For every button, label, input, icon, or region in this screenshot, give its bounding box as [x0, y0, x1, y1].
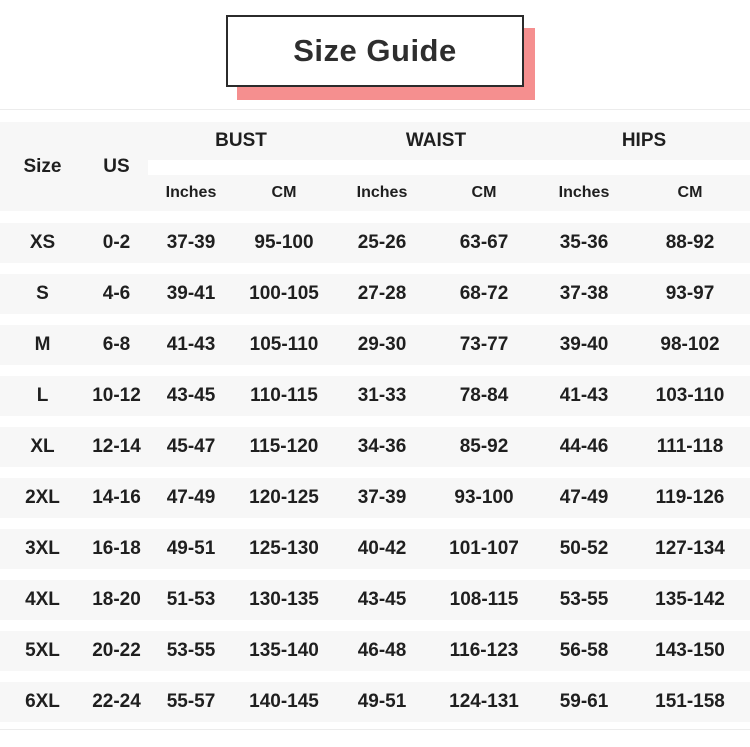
cell-hips-inches: 37-38: [559, 283, 609, 304]
table-row-4xl: [0, 580, 750, 620]
cell-waist-cm: 63-67: [459, 232, 509, 253]
cell-waist-cm: 78-84: [459, 385, 509, 406]
bottom-divider: [0, 729, 750, 730]
table-row-2xl: [0, 478, 750, 518]
cell-hips-inches: 35-36: [559, 232, 609, 253]
cell-waist-cm: 85-92: [459, 436, 509, 457]
size-guide-page: [0, 15, 750, 747]
cell-waist-cm: 68-72: [459, 283, 509, 304]
cell-bust-cm: 100-105: [249, 283, 319, 304]
cell-waist-inches: 46-48: [357, 640, 407, 661]
page-title: Size Guide: [293, 33, 457, 68]
cell-bust-cm: 120-125: [249, 487, 319, 508]
cell-waist-inches: 31-33: [357, 385, 407, 406]
cell-bust-inches: 45-47: [166, 436, 216, 457]
cell-bust-inches: 55-57: [166, 691, 216, 712]
cell-bust-inches: 37-39: [166, 232, 216, 253]
table-body: [0, 223, 750, 722]
cell-bust-cm: 135-140: [249, 640, 319, 661]
cell-hips-inches: 59-61: [559, 691, 609, 712]
table-row-6xl: [0, 682, 750, 722]
table-row-xs: [0, 223, 750, 263]
cell-hips-cm: 88-92: [665, 232, 715, 253]
cell-bust-inches: 47-49: [166, 487, 216, 508]
group-header-waist: WAIST: [405, 130, 467, 151]
subheader-hips-cm: CM: [677, 184, 703, 201]
cell-waist-cm: 124-131: [449, 691, 519, 712]
cell-waist-inches: 37-39: [357, 487, 407, 508]
title-card: [226, 15, 524, 87]
cell-waist-cm: 93-100: [454, 487, 514, 508]
group-header-hips: HIPS: [621, 130, 667, 151]
cell-hips-inches: 44-46: [559, 436, 609, 457]
cell-bust-cm: 140-145: [249, 691, 319, 712]
cell-hips-inches: 50-52: [559, 538, 609, 559]
header-divider-strip: [148, 160, 750, 175]
subheader-bust-inches: Inches: [165, 184, 217, 201]
row-size-label: M: [34, 334, 51, 355]
cell-bust-cm: 125-130: [249, 538, 319, 559]
col-header-size: Size: [23, 155, 62, 177]
cell-us: 6-8: [102, 334, 131, 355]
cell-us: 20-22: [92, 640, 141, 661]
cell-waist-inches: 34-36: [357, 436, 407, 457]
cell-hips-inches: 56-58: [559, 640, 609, 661]
cell-bust-inches: 43-45: [166, 385, 216, 406]
cell-waist-inches: 43-45: [357, 589, 407, 610]
cell-bust-cm: 95-100: [254, 232, 314, 253]
cell-waist-inches: 29-30: [357, 334, 407, 355]
cell-waist-inches: 49-51: [357, 691, 407, 712]
cell-us: 12-14: [92, 436, 141, 457]
cell-hips-cm: 135-142: [655, 589, 725, 610]
cell-hips-cm: 93-97: [665, 283, 715, 304]
cell-hips-cm: 103-110: [655, 385, 725, 406]
cell-hips-inches: 39-40: [559, 334, 609, 355]
row-size-label: XL: [30, 436, 55, 457]
row-size-label: 5XL: [25, 640, 60, 661]
cell-us: 14-16: [92, 487, 141, 508]
cell-bust-inches: 41-43: [166, 334, 216, 355]
table-header: [0, 122, 750, 211]
cell-hips-cm: 127-134: [655, 538, 725, 559]
cell-waist-cm: 108-115: [449, 589, 519, 610]
table-row-3xl: [0, 529, 750, 569]
cell-hips-inches: 47-49: [559, 487, 609, 508]
cell-us: 22-24: [92, 691, 141, 712]
cell-hips-cm: 98-102: [660, 334, 720, 355]
subheader-waist-cm: CM: [471, 184, 497, 201]
row-size-label: L: [36, 385, 49, 406]
row-size-label: 3XL: [25, 538, 60, 559]
cell-hips-cm: 143-150: [655, 640, 725, 661]
subheader-hips-inches: Inches: [558, 184, 610, 201]
cell-hips-cm: 111-118: [656, 436, 724, 457]
cell-us: 4-6: [102, 283, 131, 304]
row-size-label: XS: [29, 232, 56, 253]
cell-bust-inches: 49-51: [166, 538, 216, 559]
cell-waist-cm: 101-107: [449, 538, 519, 559]
cell-bust-inches: 53-55: [166, 640, 216, 661]
top-divider: [0, 109, 750, 110]
subheader-waist-inches: Inches: [356, 184, 408, 201]
cell-waist-cm: 73-77: [459, 334, 509, 355]
row-size-label: S: [36, 283, 49, 304]
cell-us: 18-20: [92, 589, 141, 610]
title-box: [226, 15, 524, 87]
cell-us: 10-12: [92, 385, 141, 406]
table-row-m: [0, 325, 750, 365]
row-size-label: 6XL: [25, 691, 60, 712]
row-size-label: 2XL: [25, 487, 60, 508]
cell-hips-inches: 53-55: [559, 589, 609, 610]
cell-waist-inches: 27-28: [357, 283, 407, 304]
cell-bust-inches: 39-41: [166, 283, 216, 304]
table-row-s: [0, 274, 750, 314]
cell-hips-cm: 119-126: [655, 487, 725, 508]
cell-waist-inches: 40-42: [357, 538, 407, 559]
cell-bust-cm: 115-120: [249, 436, 319, 457]
cell-bust-inches: 51-53: [166, 589, 216, 610]
cell-us: 16-18: [92, 538, 141, 559]
table-row-l: [0, 376, 750, 416]
col-header-us: US: [103, 155, 130, 177]
cell-hips-inches: 41-43: [559, 385, 609, 406]
cell-bust-cm: 110-115: [250, 385, 318, 406]
cell-bust-cm: 130-135: [249, 589, 319, 610]
table-row-5xl: [0, 631, 750, 671]
cell-waist-inches: 25-26: [357, 232, 407, 253]
cell-us: 0-2: [102, 232, 131, 253]
row-size-label: 4XL: [25, 589, 60, 610]
cell-hips-cm: 151-158: [655, 691, 725, 712]
table-row-xl: [0, 427, 750, 467]
subheader-bust-cm: CM: [271, 184, 297, 201]
cell-waist-cm: 116-123: [449, 640, 519, 661]
cell-bust-cm: 105-110: [249, 334, 319, 355]
group-header-bust: BUST: [215, 130, 267, 151]
